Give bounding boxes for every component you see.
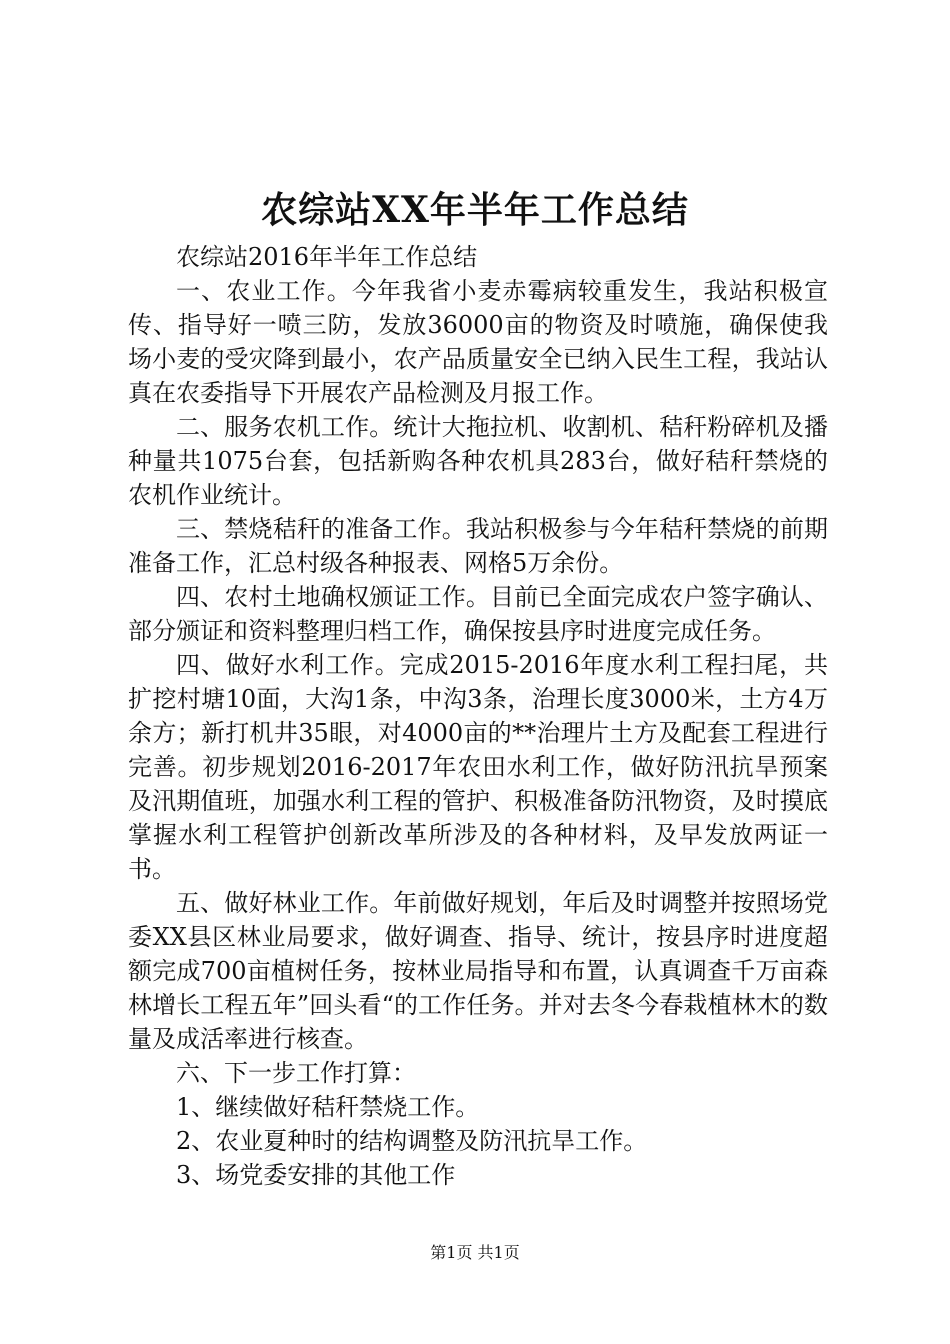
list-item: 2、农业夏种时的结构调整及防汛抗旱工作。 <box>176 1127 648 1155</box>
paragraph-next-steps-heading: 六、下一步工作打算： <box>176 1059 416 1087</box>
paragraph-agriculture: 一、农业工作。今年我省小麦赤霉病较重发生，我站积极宣传、指导好一喷三防，发放36000亩的物资及时喷施，确保使我场小麦的受灾降到最小，农产品质量安全已纳入民生工程，我站认真在农委指导下开展农产品检测及月报工作。 <box>128 277 828 407</box>
paragraph-land-rights: 四、农村土地确权颁证工作。目前已全面完成农户签字确认、部分颁证和资料整理归档工作，确保按县序时进度完成任务。 <box>128 583 828 645</box>
list-item: 3、场党委安排的其他工作 <box>176 1161 456 1189</box>
document-body <box>128 240 828 1192</box>
document-title: 农综站XX年半年工作总结 <box>261 189 689 231</box>
paragraph-straw-burning-ban: 三、禁烧秸秆的准备工作。我站积极参与今年秸秆禁烧的前期准备工作，汇总村级各种报表、网格5万余份。 <box>128 515 828 577</box>
paragraph-subtitle: 农综站2016年半年工作总结 <box>176 243 478 271</box>
paragraph-water-conservancy: 四、做好水利工作。完成2015-2016年度水利工程扫尾，共扩挖村塘10面，大沟1条，中沟3条，治理长度3000米，土方4万余方；新打机井35眼，对4000亩的**治理片土方及配套工程进行完善。初步规划2016-2017年农田水利工作，做好防汛抗旱预案及汛期值班，加强水利工程的管护、积极准备防汛物资，及时摸底掌握水利工程管护创新改革所涉及的各种材料，及早发放两证一书。 <box>128 651 828 883</box>
paragraph-agri-machinery: 二、服务农机工作。统计大拖拉机、收割机、秸秆粉碎机及播种量共1075台套，包括新购各种农机具283台，做好秸秆禁烧的农机作业统计。 <box>128 413 828 509</box>
page-number-footer: 第1页 共1页 <box>430 1243 520 1262</box>
list-item: 1、继续做好秸秆禁烧工作。 <box>176 1093 480 1121</box>
paragraph-forestry: 五、做好林业工作。年前做好规划，年后及时调整并按照场党委XX县区林业局要求，做好调查、指导、统计，按县序时进度超额完成700亩植树任务，按林业局指导和布置，认真调查千万亩森林增长工程五年”回头看“的工作任务。并对去冬今春栽植林木的数量及成活率进行核查。 <box>128 889 828 1053</box>
